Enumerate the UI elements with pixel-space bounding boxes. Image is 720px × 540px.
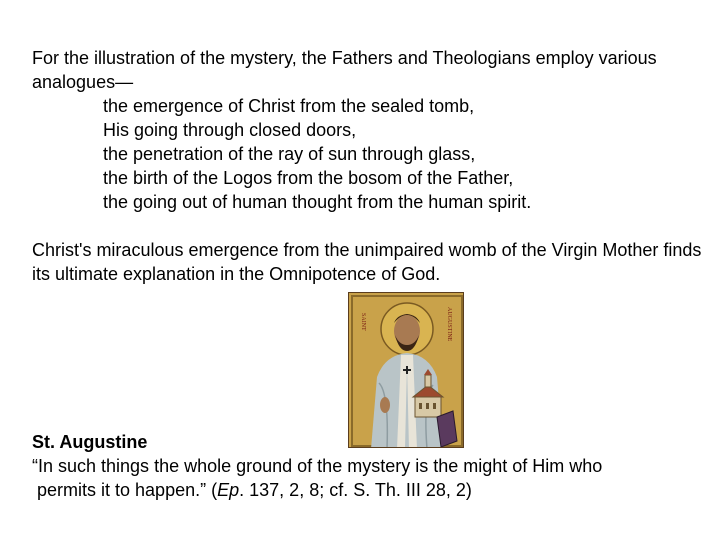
saint-augustine-icon	[348, 292, 464, 448]
inscription-left: SAINT	[360, 313, 366, 331]
analogue-item: the emergence of Christ from the sealed tomb,	[103, 96, 475, 116]
intro-text: For the illustration of the mystery, the Fathers and Theologians employ various analogues—	[32, 48, 657, 92]
inscription-right: AUGUSTINE	[446, 307, 452, 342]
miracle-text: Christ's miraculous emergence from the unimpaired womb of the Virgin Mother finds its ultimate explanation in the Omnipotence of God.	[32, 240, 702, 284]
analogue-item: the penetration of the ray of sun through glass,	[103, 144, 476, 164]
saint-name: St. Augustine	[32, 430, 151, 454]
augustine-quote	[32, 454, 712, 502]
analogue-item: the birth of the Logos from the bosom of the Father,	[103, 168, 514, 188]
quote-line-2-start: permits it to happen.” (	[32, 480, 218, 500]
quote-line-2-end: . 137, 2, 8; cf. S. Th. III 28, 2)	[239, 480, 472, 500]
analogue-item: the going out of human thought from the human spirit.	[103, 192, 532, 212]
analogue-item: His going through closed doors,	[103, 120, 357, 140]
analogues-list	[103, 94, 531, 214]
quote-source: Ep	[217, 480, 240, 500]
quote-line-1: “In such things the whole ground of the mystery is the might of Him who	[32, 456, 603, 476]
